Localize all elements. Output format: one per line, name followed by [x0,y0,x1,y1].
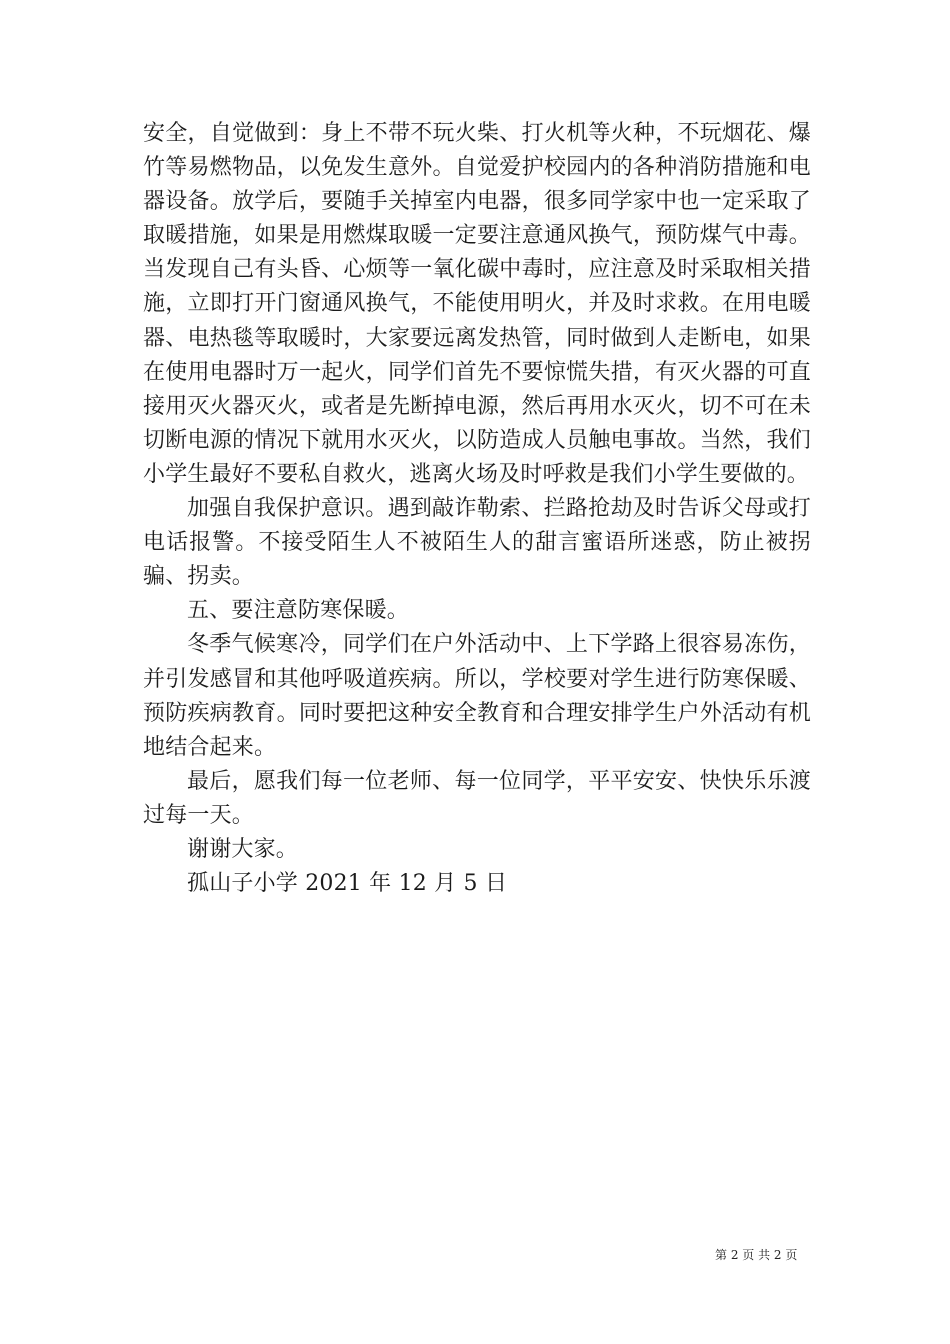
paragraph-fire-safety: 安全，自觉做到：身上不带不玩火柴、打火机等火种，不玩烟花、爆竹等易燃物品，以免发生意外。自觉爱护校园内的各种消防措施和电器设备。放学后，要随手关掉室内电器，很多同学家中也一定采取了取暖措施，如果是用燃煤取暖一定要注意通风换气，预防煤气中毒。当发现自己有头昏、心烦等一氧化碳中毒时，应注意及时采取相关措施，立即打开门窗通风换气，不能使用明火，并及时求救。在用电暖器、电热毯等取暖时，大家要远离发热管，同时做到人走断电，如果在使用电器时万一起火，同学们首先不要惊慌失措，有灭火器的可直接用灭火器灭火，或者是先断掉电源，然后再用水灭火，切不可在未切断电源的情况下就用水灭火，以防造成人员触电事故。当然，我们小学生最好不要私自救火，逃离火场及时呼救是我们小学生要做的。 [143,121,811,487]
page-number-label: 第 2 页 共 2 页 [715,1248,798,1262]
paragraph-cold-weather: 冬季气候寒冷，同学们在户外活动中、上下学路上很容易冻伤，并引发感冒和其他呼吸道疾病。所以，学校要对学生进行防寒保暖、预防疾病教育。同时要把这种安全教育和合理安排学生户外活动有机地结合起来。 [143,632,811,760]
paragraph-closing-wish: 最后，愿我们每一位老师、每一位同学，平平安安、快快乐乐渡过每一天。 [143,768,811,828]
page-number-footer [715,1247,797,1263]
document-body [143,117,811,901]
section-heading-cold-protection: 五、要注意防寒保暖。 [187,598,410,624]
paragraph-thanks: 谢谢大家。 [187,836,299,862]
paragraph-self-protection: 加强自我保护意识。遇到敲诈勒索、拦路抢劫及时告诉父母或打电话报警。不接受陌生人不被陌生人的甜言蜜语所迷惑，防止被拐骗、拐卖。 [143,496,811,590]
signature-date-line: 孤山子小学 2021 年 12 月 5 日 [187,871,508,897]
